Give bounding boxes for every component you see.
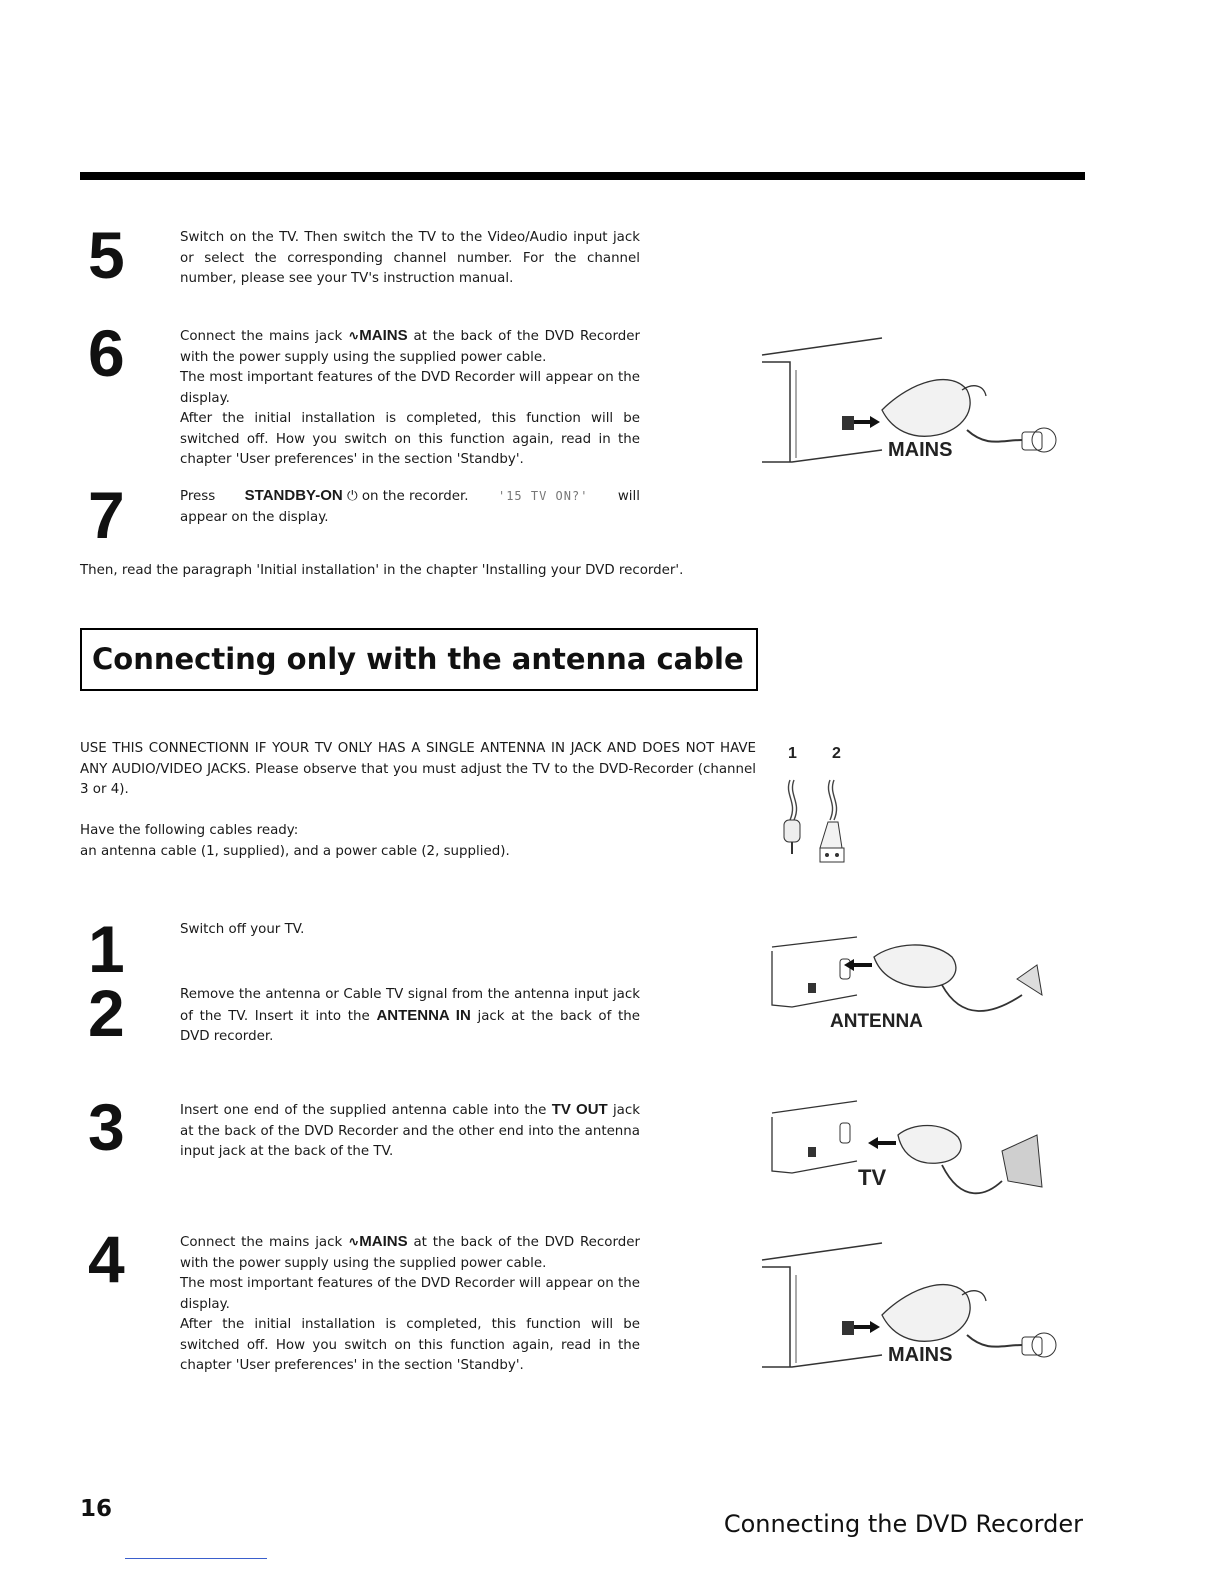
- step-text: Press STANDBY-ON ⏻ on the recorder. '15 TV ON?' will appear on the display.: [180, 487, 640, 525]
- cables-illustration: [780, 740, 860, 870]
- cables-text: Have the following cables ready: an antenna cable (1, supplied), and a power cable (2, supplied).: [80, 823, 510, 859]
- top-rule: [80, 172, 1085, 180]
- section-heading: Connecting only with the antenna cable: [92, 642, 744, 676]
- intro-text: USE THIS CONNECTIONN IF YOUR TV ONLY HAS A SINGLE ANTENNA IN JACK AND DOES NOT HAVE ANY AUDIO/VIDEO JACKS. Please observe that you must adjust the TV to the DVD-Recorder (channel 3 or 4).: [80, 741, 756, 797]
- step-number: 1: [88, 912, 125, 986]
- step-text: Switch off your TV.: [180, 922, 305, 937]
- step-number: 3: [88, 1090, 125, 1164]
- ac-symbol: ∿: [348, 1235, 360, 1250]
- tv-connection-illustration: [762, 1095, 1062, 1205]
- figure-label: TV: [858, 1165, 887, 1190]
- step-text: Remove the antenna or Cable TV signal from the antenna input jack of the TV. Insert it into the ANTENNA IN jack at the back of the DVD recorder.: [180, 987, 640, 1044]
- ac-symbol: ∿: [348, 329, 360, 344]
- step-text: Connect the mains jack ∿MAINS at the back of the DVD Recorder with the power supply using the supplied power cable. The most important features of the DVD Recorder will appear on the display. After the initial installation is completed, this function will be switched off. How you switch on this function again, read in the chapter 'User preferences' in the section 'Standby'.: [180, 327, 640, 467]
- figure-label: MAINS: [888, 1344, 953, 1366]
- svg-text:1: 1: [788, 745, 797, 762]
- step-number: 4: [88, 1222, 125, 1296]
- step-text: Insert one end of the supplied antenna cable into the TV OUT jack at the back of the DVD Recorder and the other end into the antenna input jack at the back of the TV.: [180, 1101, 640, 1159]
- figure-label: MAINS: [888, 439, 953, 461]
- step-number: 5: [88, 218, 125, 292]
- step-number: 7: [88, 478, 125, 552]
- standby-icon: ⏻: [346, 489, 358, 504]
- figure-label: ANTENNA: [830, 1011, 923, 1032]
- step-text: Switch on the TV. Then switch the TV to the Video/Audio input jack or select the corresponding channel number. For the channel number, please see your TV's instruction manual.: [180, 230, 640, 286]
- chapter-title: Connecting the DVD Recorder: [723, 1510, 1083, 1538]
- footer-rule: [125, 1558, 267, 1559]
- mains-connection-illustration: [762, 330, 1062, 470]
- antenna-connection-illustration: [762, 935, 1062, 1035]
- section-heading-box: [80, 628, 758, 691]
- mains-connection-illustration: [762, 1235, 1062, 1375]
- page-number: 16: [80, 1496, 113, 1522]
- display-readout: '15 TV ON?': [497, 489, 589, 503]
- step-number: 2: [88, 976, 125, 1050]
- step-number: 6: [88, 316, 125, 390]
- svg-text:2: 2: [832, 745, 841, 762]
- then-text: Then, read the paragraph 'Initial installation' in the chapter 'Installing your DVD recorder'.: [80, 563, 684, 578]
- step-text: Connect the mains jack ∿MAINS at the back of the DVD Recorder with the power supply using the supplied power cable. The most important features of the DVD Recorder will appear on the display. After the initial installation is completed, this function will be switched off. How you switch on this function again, read in the chapter 'User preferences' in the section 'Standby'.: [180, 1233, 640, 1373]
